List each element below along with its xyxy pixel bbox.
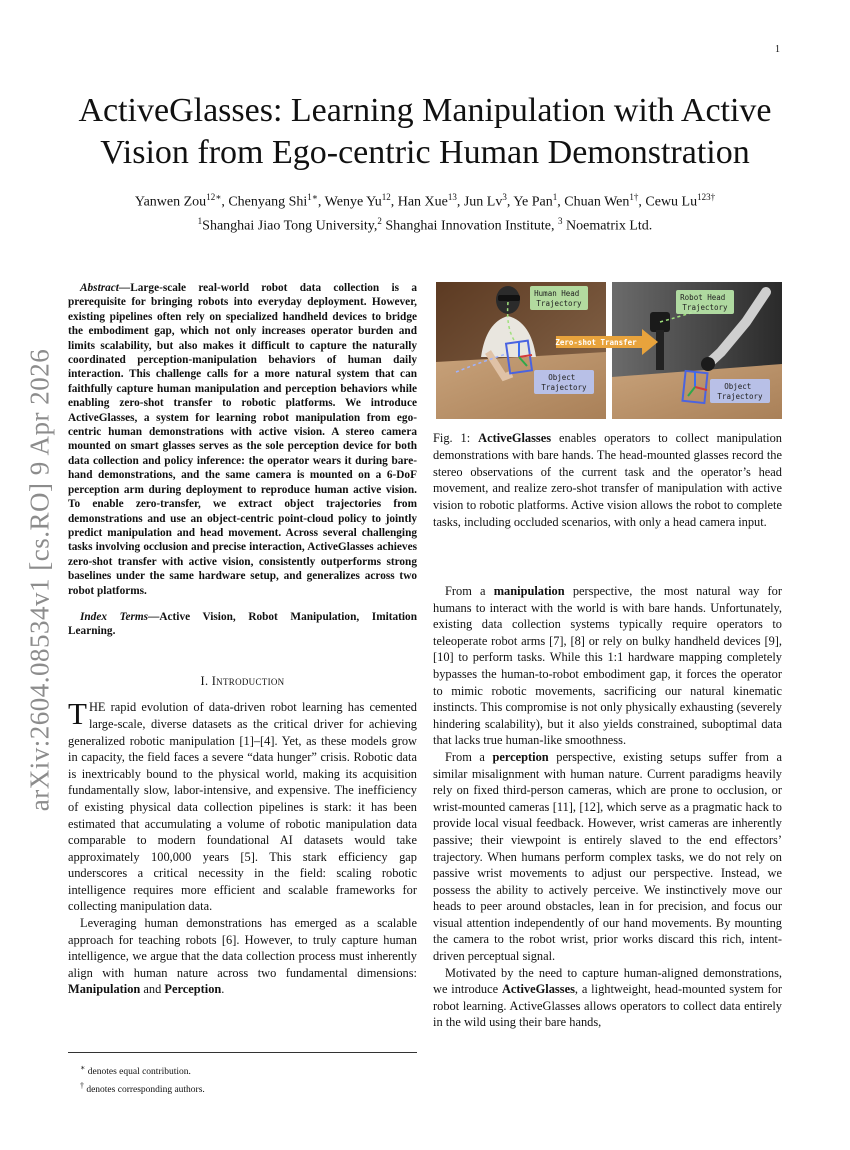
author-affiliation-mark: 1 [552, 192, 558, 202]
author-affiliation-mark: 123† [697, 192, 716, 202]
author-name: Jun Lv [463, 194, 503, 210]
footnotes [68, 1052, 417, 1097]
human-head-label-line2: Trajectory [536, 299, 582, 308]
svg-text:Human Head Trajectory [534, 289, 584, 308]
author-block [60, 188, 790, 235]
author-affiliation-mark: 3 [502, 192, 507, 202]
object-right-label-line1: Object [724, 382, 752, 391]
author-name: Cewu Lu [645, 194, 698, 210]
author-affiliation-mark: 13 [447, 192, 457, 202]
body-paragraph: Motivated by the need to capture human-aligned demonstrations, we introduce ActiveGlasses, a lightweight, head-mounted system for robot learning. ActiveGlasses allows operators to collect data entirely in the wild using their bare hands, [433, 965, 782, 1030]
robot-head-label-line2: Trajectory [682, 303, 728, 312]
object-left-label-line2: Trajectory [541, 383, 587, 392]
footnote: ∗ denotes equal contribution. [80, 1063, 191, 1078]
author-name: Han Xue [397, 194, 448, 210]
object-left-label-line1: Object [548, 373, 576, 382]
footnote: † denotes corresponding authors. [80, 1081, 205, 1096]
object-right-label-line2: Trajectory [717, 392, 763, 401]
body-paragraph: From a manipulation perspective, the most natural way for humans to interact with the world is with bare hands. Unfortunately, existing data collection systems typically require operators to teleoperate robot arms [7], [8] or rely on bulky handheld devices [9], [10] to perform tasks. While this 1:1 hardware mapping completely bypasses the human-to-robot embodiment gap, it forces the operator to mimic robotic movements, sacrificing our natural kinematic instincts. This compromise is not only physically exhausting (severely hindering scalability), but it also yields constrained, suboptimal data that lacks true human-like smoothness. [433, 584, 782, 748]
author-name: Wenye Yu [324, 194, 382, 210]
figure-illustration [436, 282, 782, 419]
author-affiliation-mark: 12∗ [206, 192, 222, 202]
body-paragraph: From a perception perspective, existing setups suffer from a similar misalignment with human nature. Current paradigms heavily rely on fixed third-person cameras, which are prone to occlusion, or wrist-mounted cameras [11], [12], which serve as a pragmatic hack to provide local visual feedback. However, wrist cameras are inherently passive; their viewpoint is entirely slaved to the end effectors’ trajectory. When humans perform complex tasks, we do not rely on passive wrist movements to adjust our perspective. Instead, we possess the ability to actively perceive. We instinctively move our heads to peer around obstacles, lean in for precision, and focus our visual attention independently of our hand movements. By mounting the camera to the robot wrist, prior works discard this rich, intent-driven perceptual signal. [433, 749, 782, 964]
paper-title: ActiveGlasses: Learning Manipulation with Active Vision from Ego-centric Human Demonstration [78, 92, 772, 171]
transfer-label: Zero-shot Transfer [555, 338, 637, 347]
intro-paragraph: THE rapid evolution of data-driven robot learning has cemented large-scale, diverse datasets as the critical driver for achieving generalized robotic manipulation [1]–[4]. Yet, as these models grow in capacity, the field faces a severe “data hunger” crisis. Robotic data is inextricably bound to the physical world, making its acquisition fundamentally slow, labor-intensive, and expensive. The inefficiency of existing physical data collection pipelines is stark: it has been estimated that accumulating a volume of robotic manipulation data comparable to modern foundational AI datasets would take approximately 100,000 years [5]. This stark efficiency gap underscores a critical necessity in the field: scaling robotic intelligence requires more efficient and scalable frameworks for collecting manipulation data. [68, 696, 417, 914]
index-terms: Index Terms—Active Vision, Robot Manipulation, Imitation Learning. [68, 610, 417, 638]
abstract: Abstract—Large-scale real-world robot data collection is a prerequisite for bringing robots into everyday deployment. However, existing pipelines often rely on specialized handheld devices to bridge the embodiment gap, which not only increases operator burden and limits scalability, but also makes it difficult to capture the naturally coordinated perception-manipulation behaviors of human daily interaction. This challenge calls for a more natural system that can faithfully capture human manipulation and perception behaviors while enabling zero-shot transfer to robotic platforms. We introduce ActiveGlasses, a system for learning robot manipulation from ego-centric human demonstrations with active vision. A stereo camera mounted on smart glasses serves as the sole perception device for both data collection and policy inference: the operator wears it during bare-hand demonstrations, and the same camera is mounted on a 6-DoF perception arm during deployment to reproduce human active vision. To enable zero-transfer, we extract object trajectories from demonstrations and use an object-centric point-cloud policy to jointly predict manipulation and head movement. Across several challenging tasks involving occlusion and precise interaction, ActiveGlasses achieves zero-shot transfer with active vision, consistently outperforms strong baselines under the same hardware setup, and generalizes across two robot platforms. [68, 282, 417, 597]
intro-paragraph: Leveraging human demonstrations has emerged as a scalable approach for teaching robots [6]. However, to truly capture human intelligence, we argue that the data collection process must inherently align with human nature across two fundamental dimensions: Manipulation and Perception. [68, 916, 417, 997]
author-affiliation-mark: 1† [629, 192, 639, 202]
author-affiliation-mark: 1∗ [307, 192, 318, 202]
author-name: Chuan Wen [564, 194, 630, 210]
figure-1 [436, 282, 782, 419]
left-column [68, 281, 417, 998]
gripper-icon [701, 357, 715, 371]
author-name: Yanwen Zou [134, 194, 207, 210]
human-head-label-line1: Human Head [534, 289, 580, 298]
affiliations: $^1$Shanghai Jiao Tong University,$^2$ Shanghai Innovation Institute, $^3$ Noematrix Ltd. [197, 215, 653, 234]
drop-cap: T [68, 696, 87, 732]
glasses-icon [498, 295, 520, 301]
author-affiliation-mark: 12 [381, 192, 391, 202]
robot-head-label-line1: Robot Head [680, 293, 726, 302]
svg-text:Robot Head Trajectory [680, 293, 730, 312]
author-list: Yanwen Zou$^{12∗}$, Chenyang Shi$^{1∗}$, Wenye Yu$^{12}$, Han Xue$^{13}$, Jun Lv$^3$, Ye Pan$^1$, Chuan Wen$^{1\dagger}$, Cewu $Lu^{123\dagger}$ [134, 192, 716, 210]
author-name: Ye Pan [513, 194, 553, 210]
page-number: 1 [775, 44, 780, 55]
arxiv-identifier: arXiv:2604.08534v1 [cs.RO] 9 Apr 2026 [24, 348, 55, 812]
figure-caption: Fig. 1: ActiveGlasses enables operators to collect manipulation demonstrations with bare hands. The head-mounted glasses record the stereo observations of the current task and the operator’s head movement, and realize zero-shot transfer of manipulation with active vision to robotic platforms. Active vision allows the robot to complete tasks, including occluded scenarios, with only a head camera input. [433, 431, 782, 529]
right-column [433, 583, 782, 1031]
section-heading: I. Introduction [200, 673, 285, 688]
author-name: Chenyang Shi [228, 194, 308, 210]
